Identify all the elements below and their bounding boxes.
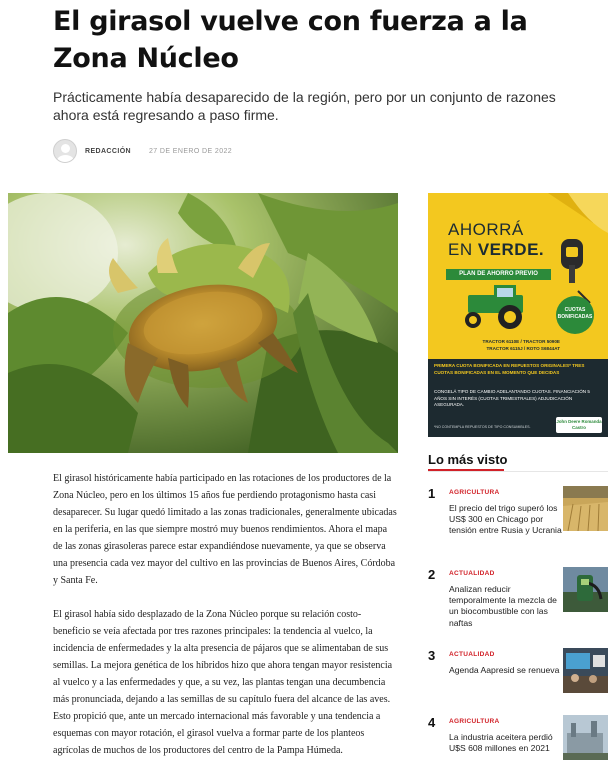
category-label[interactable]: ACTUALIDAD (449, 570, 495, 577)
byline (53, 138, 232, 164)
hero-image-sunflower (8, 193, 398, 453)
category-label[interactable]: AGRICULTURA (449, 489, 500, 496)
headline-link[interactable]: La industria aceitera perdió U$S 608 millones en 2021 (449, 732, 553, 754)
ad-models: TRACTOR 6110E / TRACTOR 5090E TRACTOR 6115J / ROTO S6844AT (482, 339, 560, 351)
thumbnail-fuel[interactable] (563, 567, 608, 612)
rank-number: 4 (428, 715, 436, 730)
publish-date: 27 DE ENERO DE 2022 (149, 147, 233, 155)
rank-number: 2 (428, 567, 436, 582)
headline-link[interactable]: Agenda Aapresid se renueva (449, 665, 560, 675)
tractor-icon (465, 285, 523, 329)
key-icon (561, 239, 583, 283)
dealer-logo: John Deere Romanda Castro (556, 417, 602, 433)
author-avatar[interactable] (53, 139, 77, 163)
thumbnail-event[interactable] (563, 648, 608, 693)
article-subtitle: Prácticamente había desaparecido de la región, pero por un conjunto de razones ahora está regresando a paso firme. (53, 89, 556, 123)
ad-info-panel (428, 359, 608, 437)
article-title: El girasol vuelve con fuerza a la Zona Núcleo (53, 6, 528, 74)
rank-number: 1 (428, 486, 436, 501)
category-label[interactable]: AGRICULTURA (449, 718, 500, 725)
article-paragraph: El girasol históricamente había participado en las rotaciones de los productores de la Zona Núcleo, pero en los últimos 15 años fue perdiendo protagonismo hasta casi desaparecer. Su lugar quedó limitado a las zonas tradicionales, generalmente ubicadas en la periferia, en las que siempre mostró muy buenos rendimientos. Ahora el mapa de las zonas girasoleras parece estar expandiéndose nuevamente, ya que se observa una presencia cada vez mayor del cultivo en las provincias de Buenos Aires, Córdoba y Santa Fe. (53, 473, 397, 586)
ad-badge: CUOTAS BONIFICADAS (556, 296, 594, 334)
author-name[interactable]: REDACCIÓN (85, 147, 131, 155)
ad-plan-label: PLAN DE AHORRO PREVIO (446, 269, 551, 280)
article-body (53, 470, 397, 776)
article-paragraph: El girasol había sido desplazado de la Zona Núcleo porque su relación costo-beneficio se veía afectada por tres razones principales: la tendencia al vuelco, la incidencia de enfermedades y la alta presencia de pájaros que se alimentaban de sus semillas. La mejora genética de los híbridos hizo que ahora tengan mayor resistencia al vuelco y a las enfermedades y que, a su vez, las plantas tengan una decumbencia más pronunciada, dejando a las semillas de su capítulo fuera del alcance de las aves. Esto propició que, ante un mercado internacional más favorable y una tendencia a esquemas con mayor rotación, el girasol vuelva a formar parte de los planteos agrícolas de muchos de los productores del centro de la Pampa Húmeda. (53, 609, 393, 756)
headline-link[interactable]: Analizan reducir temporalmente la mezcla de un biocombustible con las naftas (449, 584, 557, 628)
ad-headline: AHORRÁ EN VERDE. (448, 220, 545, 259)
ad-banner-john-deere[interactable] (428, 193, 608, 437)
ad-fine-print: *NO CONTEMPLA REPUESTOS DE TIPO CONSUMIBLES. (434, 425, 531, 429)
ad-promo: PRIMERA CUOTA BONIFICADA EN REPUESTOS ORIGINALES* TRES CUOTAS BONIFICADAS EN EL MOMENTO QUE DECIDAS (434, 363, 585, 375)
ad-details: CONGELÁ TIPO DE CAMBIO ADELANTANDO CUOTAS. FINANCIACIÓN 5 AÑOS SIN INTERÉS (CUOTAS TRIMESTRALES) ADJUDICACIÓN ASEGURADA. (434, 389, 590, 407)
thumbnail-wheat[interactable] (563, 486, 608, 531)
headline-link[interactable]: El precio del trigo superó los US$ 300 en Chicago por tensión entre Rusia y Ucrania (449, 503, 562, 536)
most-viewed-title: Lo más visto (428, 452, 508, 467)
most-viewed-divider (428, 471, 608, 472)
thumbnail-factory[interactable] (563, 715, 608, 760)
category-label[interactable]: ACTUALIDAD (449, 651, 495, 658)
rank-number: 3 (428, 648, 436, 663)
